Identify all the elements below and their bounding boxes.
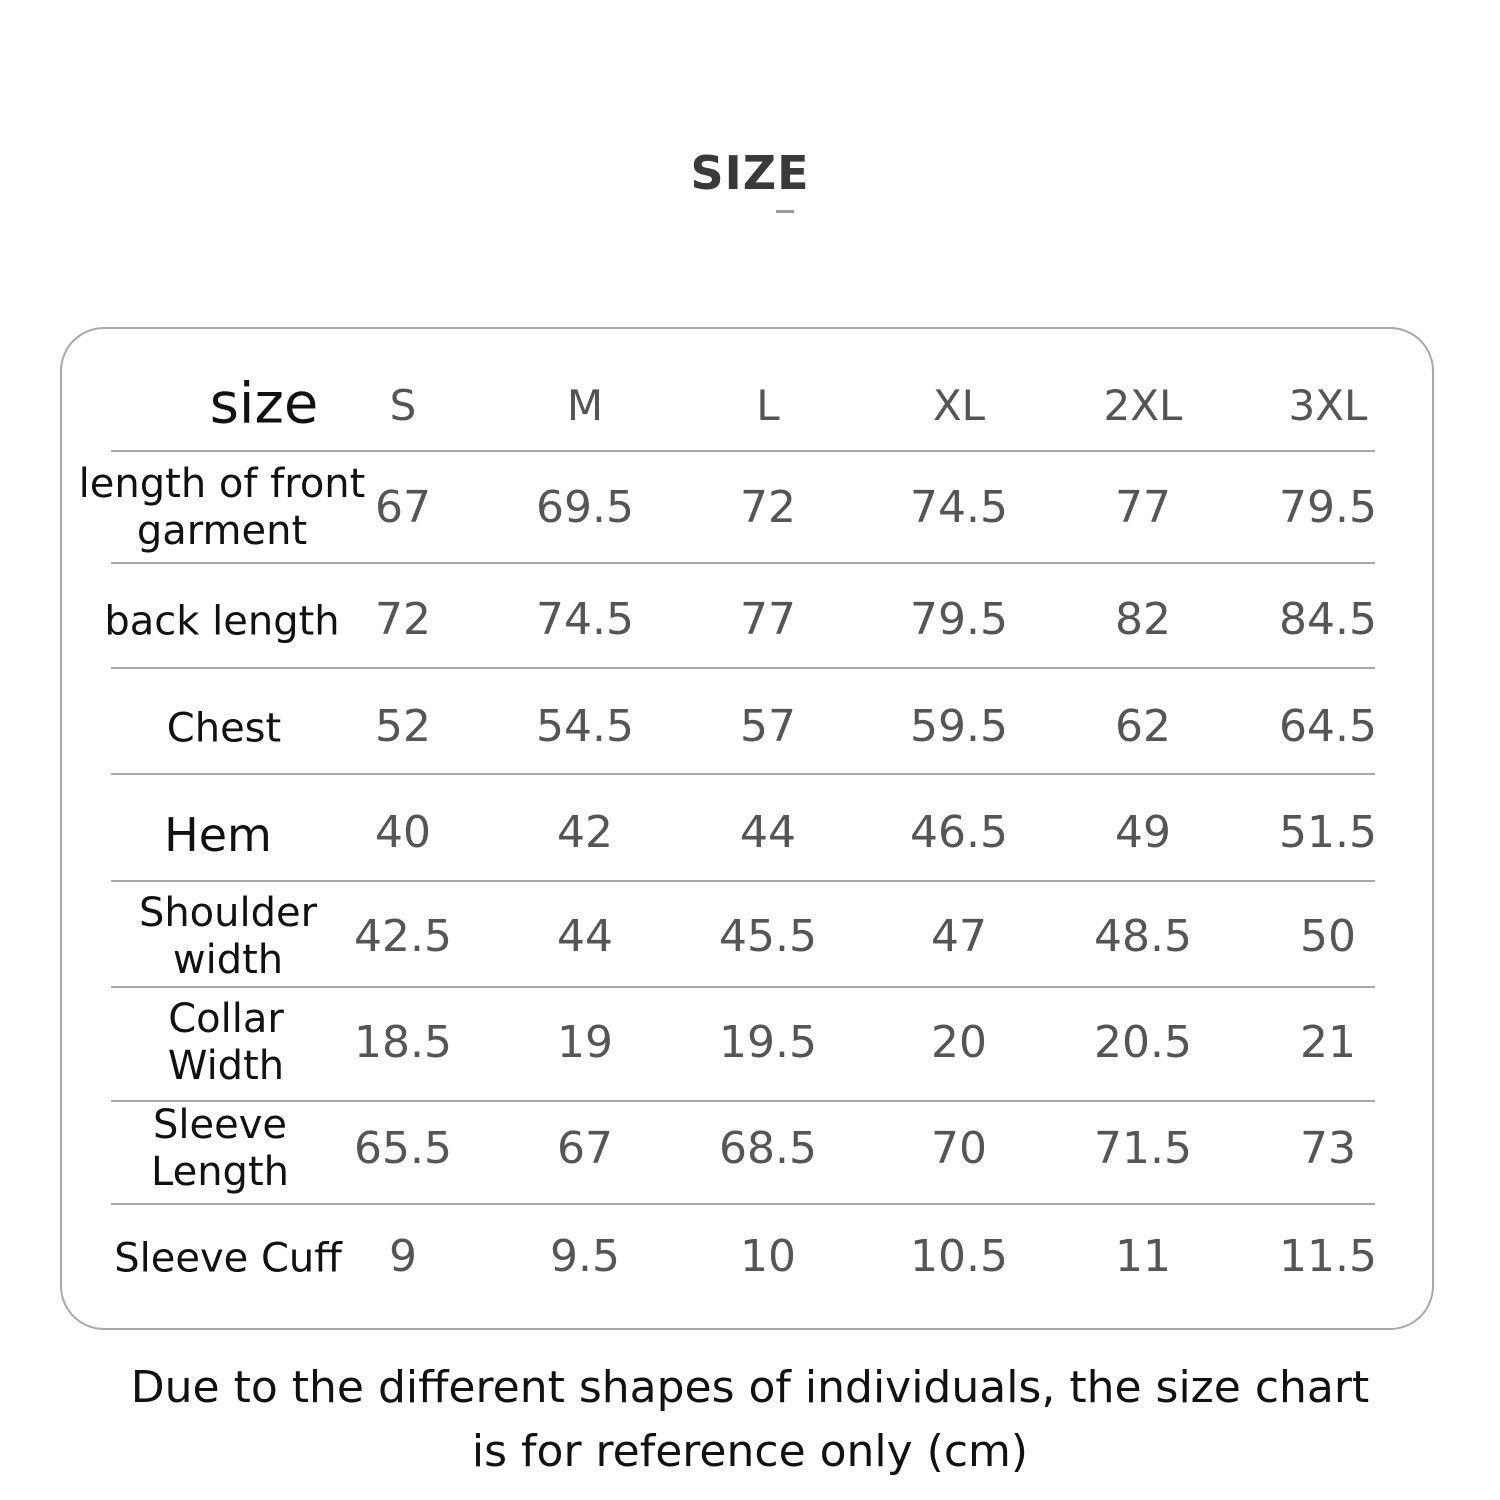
measurement-value: 69.5 (536, 482, 634, 534)
measurement-value: 72 (375, 594, 431, 646)
measurement-value: 47 (931, 911, 987, 963)
size-column-header: M (566, 381, 604, 431)
measurement-value: 84.5 (1279, 594, 1377, 646)
measurement-value: 67 (375, 482, 431, 534)
size-column-header: 3XL (1288, 381, 1368, 431)
measurement-value: 44 (740, 807, 796, 859)
measurement-value: 9.5 (550, 1231, 620, 1283)
measurement-value: 48.5 (1094, 911, 1192, 963)
measurement-label: length of front garment (78, 460, 366, 554)
row-divider (111, 1100, 1375, 1102)
measurement-value: 21 (1300, 1017, 1356, 1069)
size-header-label: size (209, 371, 319, 437)
row-divider (111, 773, 1375, 775)
measurement-label: Collar Width (167, 995, 285, 1089)
size-column-header: L (756, 381, 780, 431)
size-column-header: S (389, 381, 417, 431)
measurement-label: Chest (166, 705, 282, 752)
measurement-value: 46.5 (910, 807, 1008, 859)
measurement-value: 49 (1115, 807, 1171, 859)
measurement-value: 45.5 (719, 911, 817, 963)
measurement-value: 50 (1300, 911, 1356, 963)
measurement-value: 62 (1115, 701, 1171, 753)
measurement-value: 72 (740, 482, 796, 534)
row-divider (111, 880, 1375, 882)
measurement-value: 71.5 (1094, 1123, 1192, 1175)
measurement-value: 77 (740, 594, 796, 646)
page-title: SIZE (690, 146, 810, 200)
measurement-value: 20.5 (1094, 1017, 1192, 1069)
measurement-value: 10 (740, 1231, 796, 1283)
measurement-value: 11.5 (1279, 1231, 1377, 1283)
measurement-value: 11 (1115, 1231, 1171, 1283)
measurement-value: 77 (1115, 482, 1171, 534)
measurement-value: 65.5 (354, 1123, 452, 1175)
row-divider (111, 667, 1375, 669)
measurement-label: back length (104, 598, 340, 645)
measurement-value: 10.5 (910, 1231, 1008, 1283)
row-divider (111, 986, 1375, 988)
measurement-value: 18.5 (354, 1017, 452, 1069)
measurement-label: Shoulder width (138, 889, 318, 983)
size-column-header: 2XL (1103, 381, 1183, 431)
measurement-value: 44 (557, 911, 613, 963)
measurement-value: 57 (740, 701, 796, 753)
measurement-value: 70 (931, 1123, 987, 1175)
measurement-value: 73 (1300, 1123, 1356, 1175)
measurement-value: 9 (389, 1231, 417, 1283)
measurement-value: 51.5 (1279, 807, 1377, 859)
measurement-value: 59.5 (910, 701, 1008, 753)
measurement-value: 64.5 (1279, 701, 1377, 753)
footnote-line-2: is for reference only (cm) (471, 1426, 1029, 1477)
measurement-value: 79.5 (1279, 482, 1377, 534)
row-divider (111, 450, 1375, 452)
measurement-value: 68.5 (719, 1123, 817, 1175)
row-divider (111, 1203, 1375, 1205)
measurement-label: Sleeve Cuff (114, 1235, 342, 1282)
footnote-line-1: Due to the different shapes of individuals, the size chart (130, 1362, 1370, 1413)
measurement-value: 20 (931, 1017, 987, 1069)
measurement-value: 54.5 (536, 701, 634, 753)
measurement-value: 19.5 (719, 1017, 817, 1069)
measurement-value: 40 (375, 807, 431, 859)
measurement-value: 19 (557, 1017, 613, 1069)
measurement-label: Sleeve Length (151, 1101, 289, 1195)
measurement-value: 42 (557, 807, 613, 859)
measurement-value: 82 (1115, 594, 1171, 646)
measurement-value: 79.5 (910, 594, 1008, 646)
measurement-value: 52 (375, 701, 431, 753)
measurement-value: 74.5 (910, 482, 1008, 534)
measurement-value: 67 (557, 1123, 613, 1175)
measurement-label: Hem (164, 807, 272, 862)
size-chart-footnote (0, 1356, 1500, 1484)
row-divider (111, 562, 1375, 564)
title-underline (776, 210, 794, 213)
measurement-value: 74.5 (536, 594, 634, 646)
measurement-value: 42.5 (354, 911, 452, 963)
size-column-header: XL (932, 381, 986, 431)
